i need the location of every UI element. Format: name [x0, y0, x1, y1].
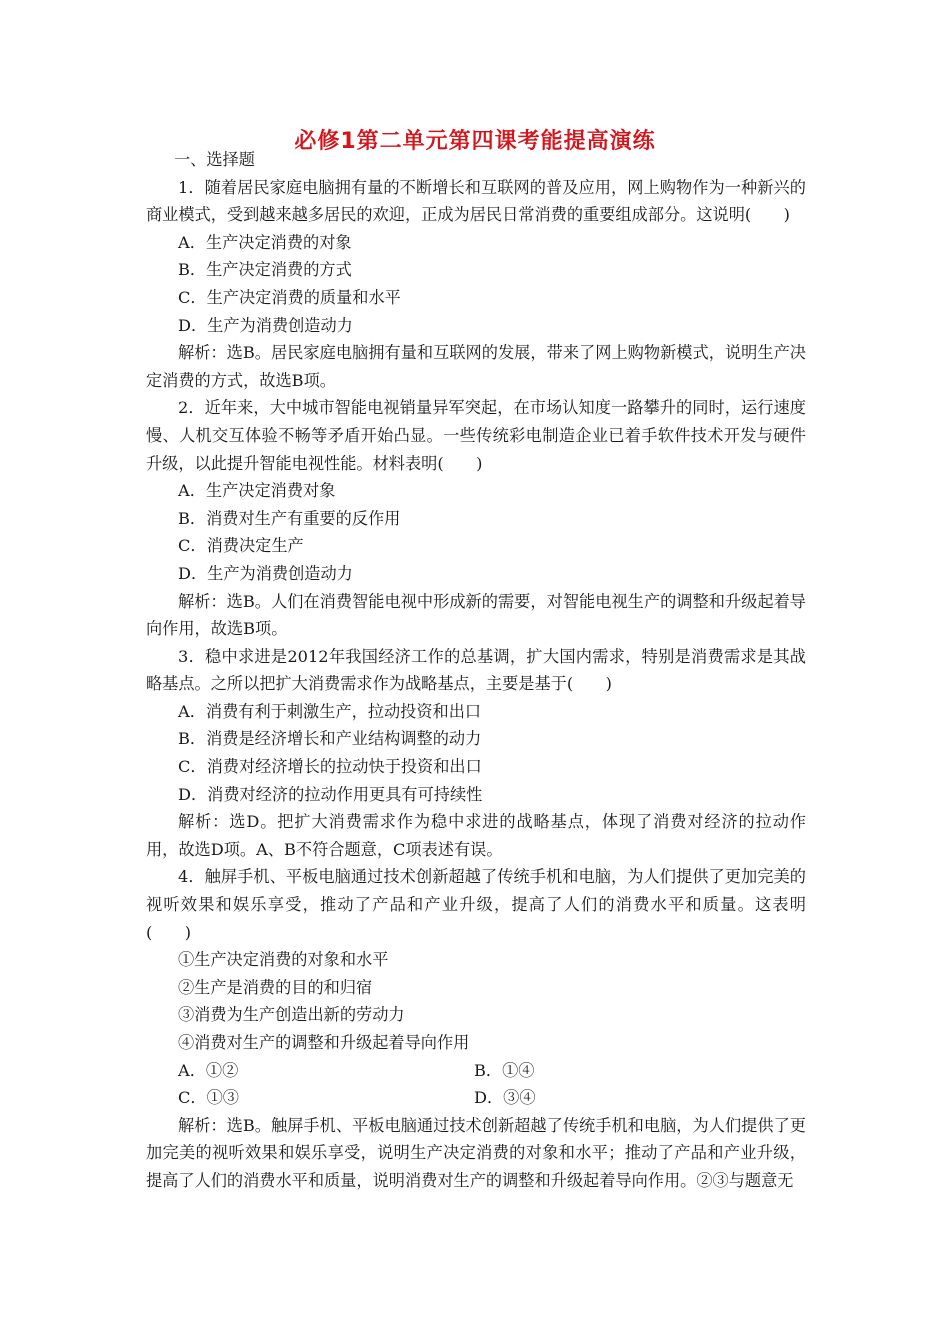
question-4-options-row-1 — [146, 1057, 806, 1085]
question-4-item-1: ①生产决定消费的对象和水平 — [178, 950, 389, 970]
question-4-item-4: ④消费对生产的调整和升级起着导向作用 — [178, 1033, 470, 1052]
section-heading: 一、选择题 — [174, 150, 255, 169]
question-1-stem: 1．随着居民家庭电脑拥有量的不断增长和互联网的普及应用，网上购物作为一种新兴的商业模式，受到越来越多居民的欢迎，正成为居民日常消费的重要组成部分。这说明( ) — [146, 177, 806, 225]
question-2-stem: 2．近年来，大中城市智能电视销量异军突起，在市场认知度一路攀升的同时，运行速度慢、人机交互体验不畅等矛盾开始凸显。一些传统彩电制造企业已着手软件技术开发与硬件升级，以此提升智能电视性能。材料表明( ) — [146, 398, 806, 473]
question-1-analysis: 解析：选B。居民家庭电脑拥有量和互联网的发展，带来了网上购物新模式，说明生产决定消费的方式，故选B项。 — [146, 343, 806, 390]
question-2-option-c: C．消费决定生产 — [178, 536, 304, 556]
question-1-option-d: D．生产为消费创造动力 — [178, 315, 353, 335]
question-3-stem: 3．稳中求进是2012年我国经济工作的总基调，扩大国内需求，特别是消费需求是其战略基点。之所以把扩大消费需求作为战略基点，主要是基于( ) — [146, 646, 806, 694]
question-1-option-c: C．生产决定消费的质量和水平 — [178, 287, 401, 307]
question-4-option-b: B．①④ — [474, 1060, 535, 1080]
question-3-option-c: C．消费对经济增长的拉动快于投资和出口 — [178, 757, 482, 777]
question-1-option-a: A．生产决定消费的对象 — [178, 232, 352, 252]
question-2-option-a: A．生产决定消费对象 — [178, 481, 336, 501]
question-3-option-a: A．消费有利于刺激生产，拉动投资和出口 — [178, 701, 482, 721]
document-body — [146, 146, 806, 1195]
question-4-option-a: A．①② — [178, 1060, 239, 1080]
question-4-option-c: C．①③ — [178, 1088, 239, 1108]
question-3-option-d: D．消费对经济的拉动作用更具有可持续性 — [178, 784, 483, 804]
question-4-stem: 4．触屏手机、平板电脑通过技术创新超越了传统手机和电脑，为人们提供了更加完美的视听效果和娱乐享受，推动了产品和产业升级，提高了人们的消费水平和质量。这表明( ) — [146, 867, 806, 942]
question-3-option-b: B．消费是经济增长和产业结构调整的动力 — [178, 729, 482, 749]
question-4-option-d: D．③④ — [474, 1088, 536, 1108]
document-title: 必修1第二单元第四课考能提高演练 — [294, 129, 656, 154]
question-3-analysis: 解析：选D。把扩大消费需求作为稳中求进的战略基点，体现了消费对经济的拉动作用，故选D项。A、B不符合题意，C项表述有误。 — [146, 812, 806, 859]
question-1-option-b: B．生产决定消费的方式 — [178, 260, 352, 280]
question-4-options-row-2 — [146, 1084, 806, 1112]
question-2-analysis: 解析：选B。人们在消费智能电视中形成新的需要，对智能电视生产的调整和升级起着导向作用，故选B项。 — [146, 591, 806, 639]
question-4-item-2: ②生产是消费的目的和归宿 — [178, 977, 373, 997]
question-4-item-3: ③消费为生产创造出新的劳动力 — [178, 1005, 405, 1025]
question-4-analysis: 解析：选B。触屏手机、平板电脑通过技术创新超越了传统手机和电脑，为人们提供了更加完美的视听效果和娱乐享受，说明生产决定消费的对象和水平；推动了产品和产业升级，提高了人们的消费水平和质量，说明消费对生产的调整和升级起着导向作用。②③与题意无 — [146, 1115, 806, 1190]
question-2-option-d: D．生产为消费创造动力 — [178, 563, 353, 583]
question-2-option-b: B．消费对生产有重要的反作用 — [178, 508, 401, 528]
